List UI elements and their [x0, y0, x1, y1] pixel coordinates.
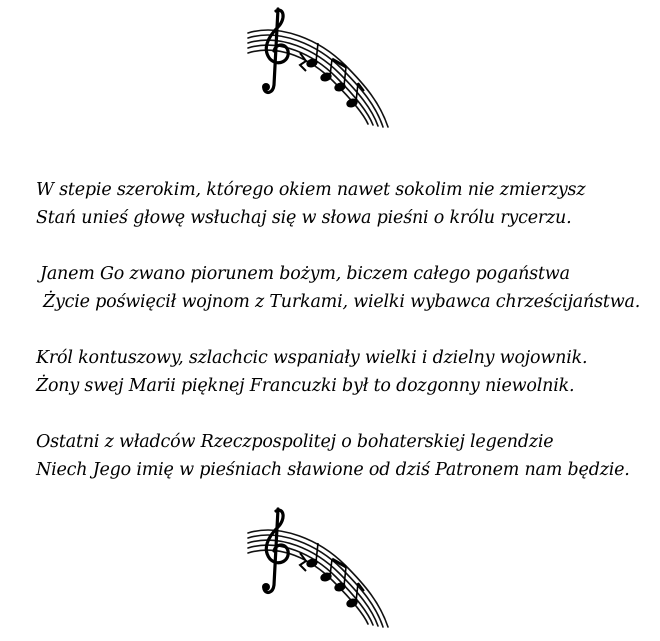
- stanza-1: [36, 176, 646, 232]
- music-staff-ornament-icon: [240, 505, 395, 630]
- poem-line: W stepie szerokim, którego okiem nawet sokolim nie zmierzysz: [36, 180, 586, 200]
- poem-line: Żony swej Marii pięknej Francuzki był to dozgonny niewolnik.: [36, 376, 575, 396]
- poem: [36, 176, 646, 484]
- stanza-gap: [36, 316, 646, 344]
- stanza-4: [36, 428, 646, 484]
- poem-line: Król kontuszowy, szlachcic wspaniały wielki i dzielny wojownik.: [36, 348, 588, 368]
- music-staff-ornament-icon: [240, 5, 395, 130]
- poem-line: Stań unieś głowę wsłuchaj się w słowa pieśni o królu rycerzu.: [36, 208, 572, 228]
- stanza-2: [36, 260, 646, 316]
- stanza-gap: [36, 400, 646, 428]
- poem-line: Niech Jego imię w pieśniach sławione od dziś Patronem nam będzie.: [36, 460, 630, 480]
- poem-line: Ostatni z władców Rzeczpospolitej o bohaterskiej legendzie: [36, 432, 554, 452]
- poem-line: Życie poświęcił wojnom z Turkami, wielki wybawca chrześcijaństwa.: [43, 292, 641, 312]
- stanza-3: [36, 344, 646, 400]
- stanza-gap: [36, 232, 646, 260]
- poem-line: Janem Go zwano piorunem bożym, biczem całego pogaństwa: [40, 264, 570, 284]
